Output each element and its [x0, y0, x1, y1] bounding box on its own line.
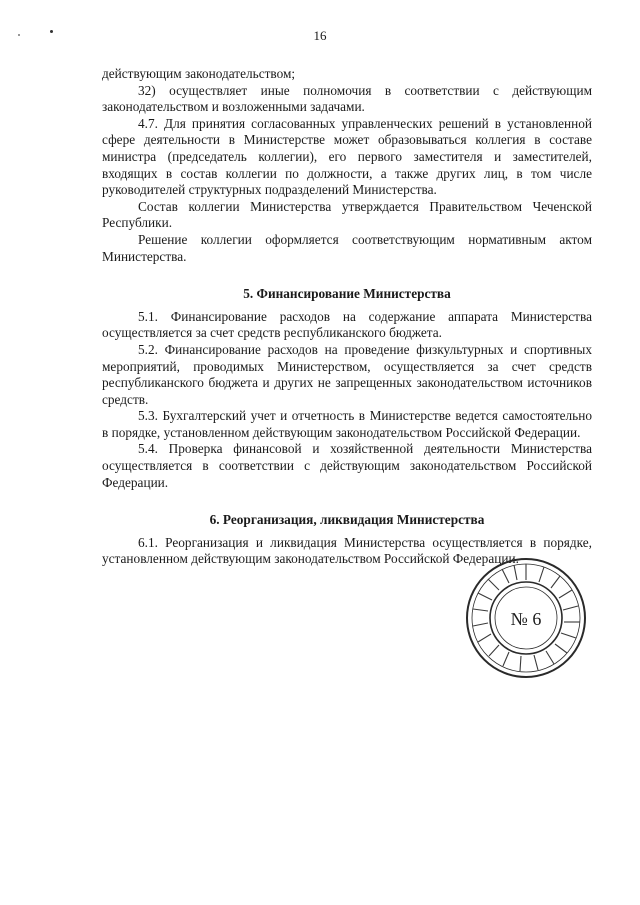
paragraph: 5.3. Бухгалтерский учет и отчетность в Министерстве ведется самостоятельно в порядке, установленном действующим законодательством Российской Федерации. — [102, 408, 592, 440]
paragraph: Состав коллегии Министерства утверждается Правительством Чеченской Республики. — [102, 198, 592, 231]
page-number: 16 — [313, 28, 327, 43]
paragraph: 4.7. Для принятия согласованных управленческих решений в установленной сфере деятельности в Министерстве может образовываться коллегия в составе министра (председатель коллегии), его первого заместителя и заместителей, входящих в состав коллегии по должности, а также других лиц, в том числе руководителей структурных подразделений Министерства. — [102, 115, 592, 198]
paragraph: 5.2. Финансирование расходов на проведение физкультурных и спортивных мероприятий, проводимых Министерством, осуществляется за счет средств республиканского бюджета и других не запрещенных законодательством источников средств. — [102, 341, 592, 407]
paragraph: 32) осуществляет иные полномочия в соответствии с действующим законодательством и возложенными задачами. — [102, 82, 592, 115]
paragraph: Решение коллегии оформляется соответствующим нормативным актом Министерства. — [102, 231, 592, 264]
paragraph: 5.1. Финансирование расходов на содержание аппарата Министерства осуществляется за счет средств республиканского бюджета. — [102, 308, 592, 341]
section-heading: 5. Финансирование Министерства — [243, 286, 451, 302]
paragraph: 6.1. Реорганизация и ликвидация Министерства осуществляется в порядке, установленном действующим законодательством Российской Федерации. — [102, 534, 592, 567]
stamp-number: № 6 — [510, 609, 542, 629]
section-heading: 6. Реорганизация, ликвидация Министерства — [209, 512, 485, 528]
official-stamp — [464, 556, 588, 680]
paragraph: 5.4. Проверка финансовой и хозяйственной деятельности Министерства осуществляется в соответствии с действующим законодательством Российской Федерации. — [102, 441, 592, 490]
paragraph: действующим законодательством; — [102, 66, 296, 81]
document-body — [102, 66, 592, 568]
